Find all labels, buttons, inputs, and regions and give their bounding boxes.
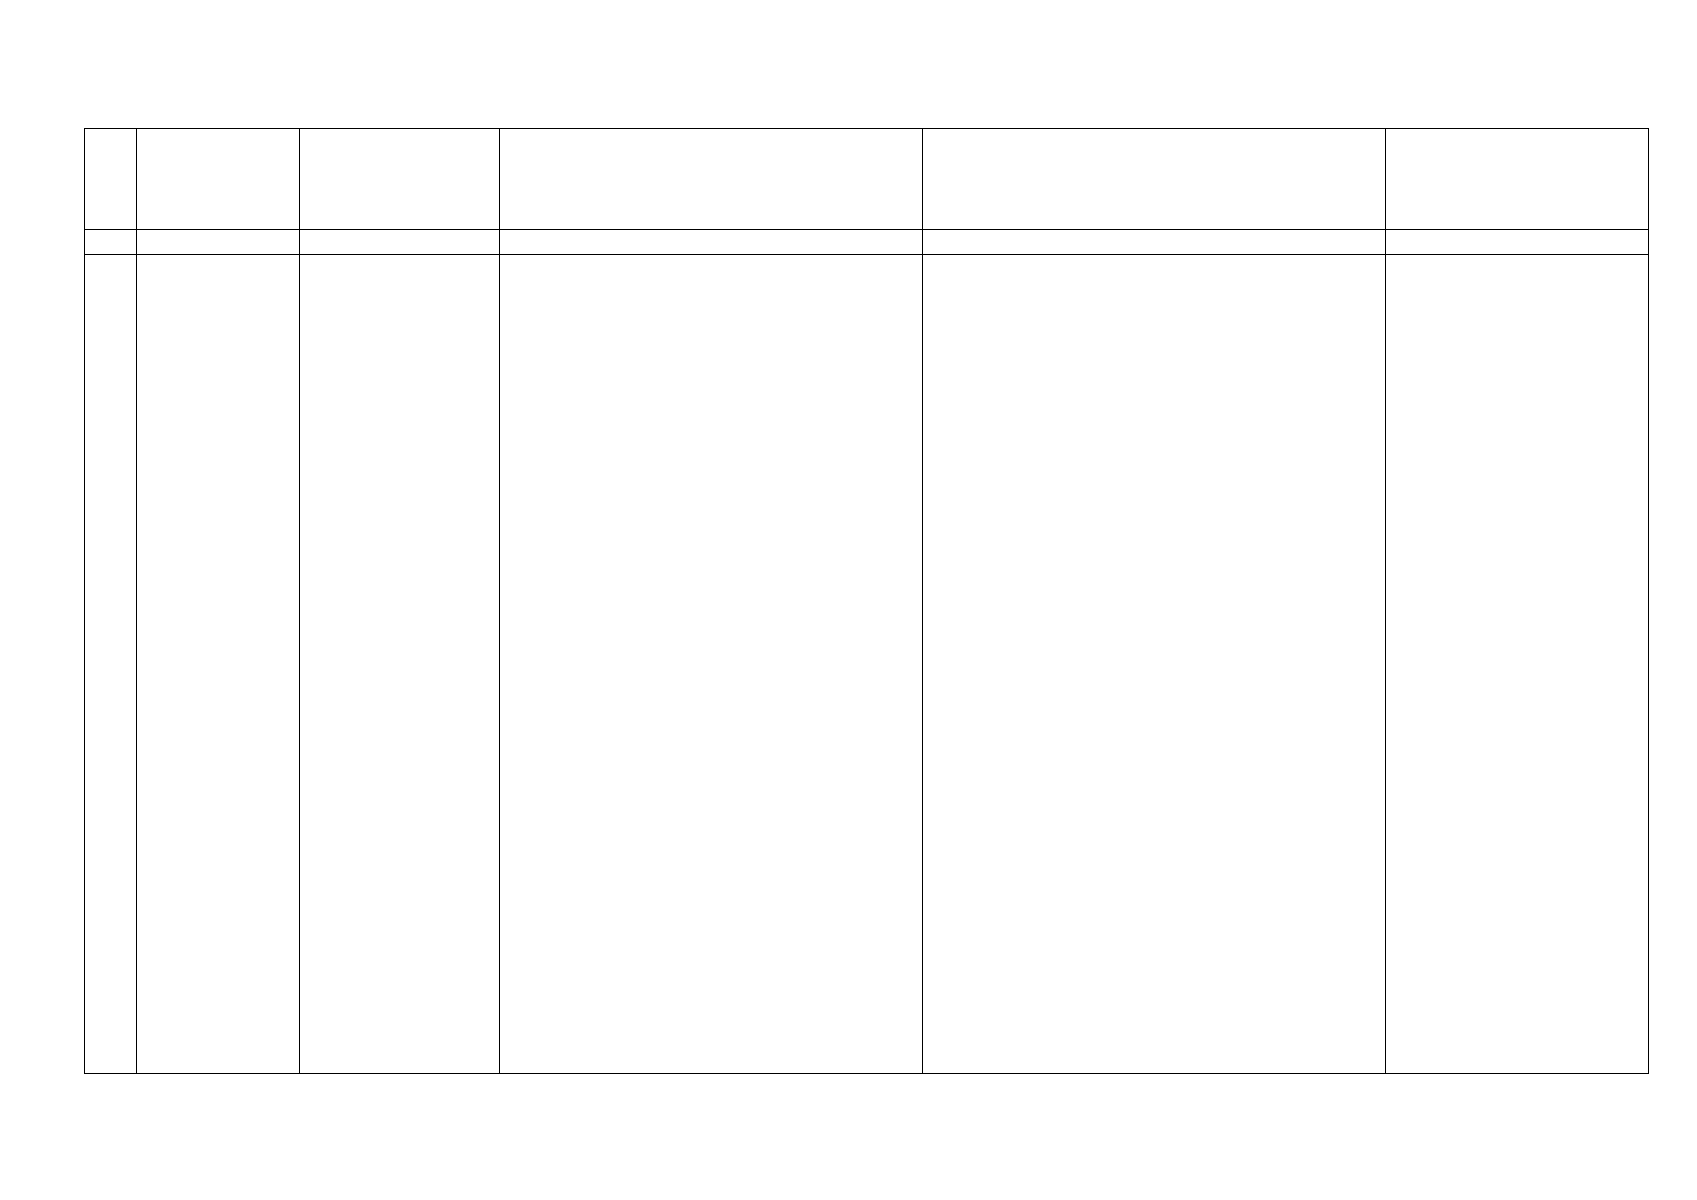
header-cell-5 [923, 129, 1386, 230]
header-cell-6 [1386, 129, 1649, 230]
row-cell-4 [500, 255, 923, 1074]
row-cell-5 [923, 255, 1386, 1074]
column-number-1 [85, 230, 137, 255]
row-cell-1 [85, 255, 137, 1074]
header-cell-3 [300, 129, 500, 230]
column-number-3 [300, 230, 500, 255]
row-cell-3 [300, 255, 500, 1074]
column-number-4 [500, 230, 923, 255]
header-cell-4 [500, 129, 923, 230]
column-number-5 [923, 230, 1386, 255]
row-cell-6 [1386, 255, 1649, 1074]
header-cell-1 [85, 129, 137, 230]
row-cell-2 [137, 255, 300, 1074]
table-row [85, 255, 1649, 1074]
data-table [84, 128, 1649, 1074]
header-row [85, 129, 1649, 230]
column-number-row [85, 230, 1649, 255]
column-number-2 [137, 230, 300, 255]
header-cell-2 [137, 129, 300, 230]
column-number-6 [1386, 230, 1649, 255]
